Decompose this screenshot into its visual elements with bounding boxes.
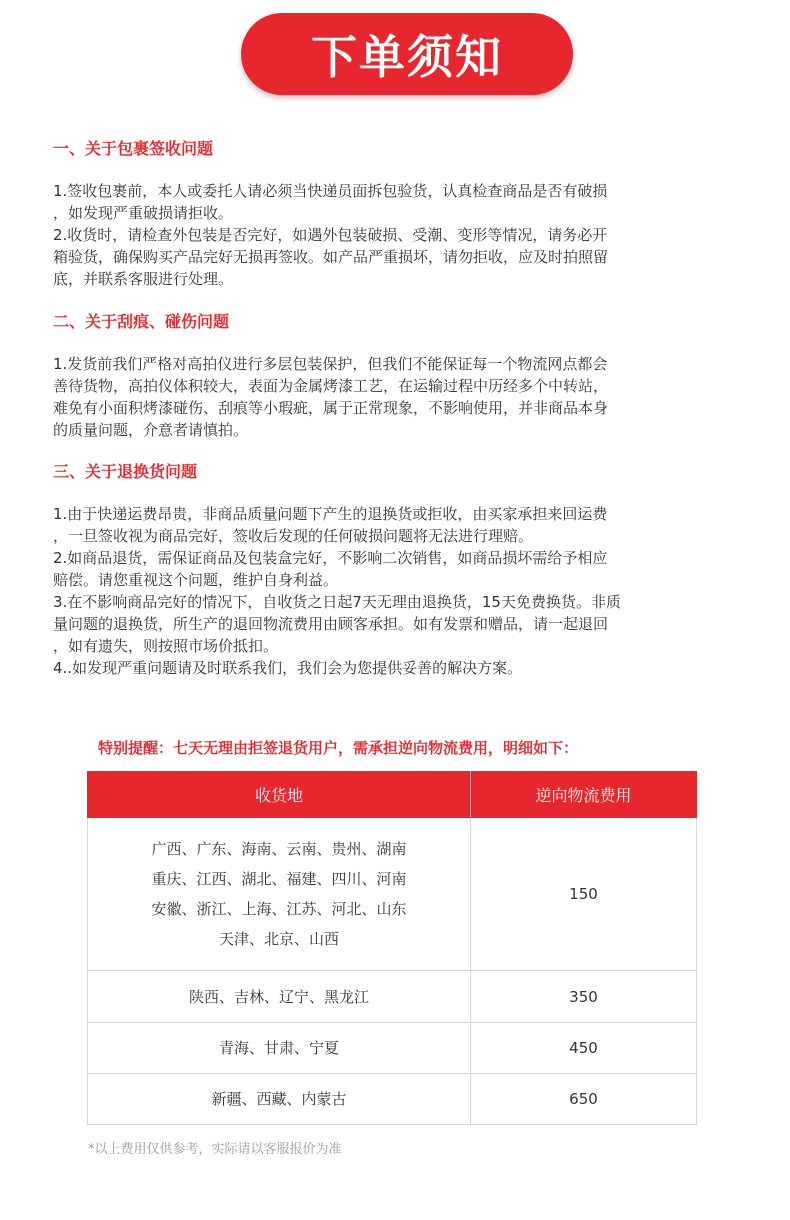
table-row	[88, 1074, 697, 1125]
header-fee: 逆向物流费用	[471, 772, 697, 818]
regions-cell: 新疆、西藏、内蒙古	[88, 1074, 471, 1125]
regions-cell: 广西、广东、海南、云南、贵州、湖南 重庆、江西、湖北、福建、四川、河南 安徽、浙江、上海、江苏、河北、山东 天津、北京、山西	[88, 818, 471, 971]
table-header-row	[88, 772, 697, 818]
section-heading: 二、关于刮痕、碰伤问题	[53, 312, 230, 331]
section-body: 1.发货前我们严格对高拍仪进行多层包装保护，但我们不能保证每一个物流网点都会 善待货物，高拍仪体积较大，表面为金属烤漆工艺，在运输过程中历经多个中转站， 难免有小面积烤漆碰伤、刮痕等小瑕疵，属于正常现象，不影响使用，并非商品本身 的质量问题，介意者请慎拍。	[53, 355, 609, 439]
section-body: 1.由于快递运费昂贵，非商品质量问题下产生的退换货或拒收，由买家承担来回运费 ，一旦签收视为商品完好，签收后发现的任何破损问题将无法进行理赔。 2.如商品退货，需保证商品及包装盒完好，不影响二次销售，如商品损坏需给予相应 赔偿。请您重视这个问题，维护自身利益。 3.在不影响商品完好的情况下，自收货之日起7天无理由退换货，15天免费换货。非质 量问题的退换货，所生产的退回物流费用由顾客承担。如有发票和赠品，请一起退回 ，如有遗失，则按照市场价抵扣。 4..如发现严重问题请及时联系我们，我们会为您提供妥善的解决方案。	[53, 505, 621, 677]
page-title: 下单须知	[311, 30, 503, 84]
table-row	[88, 971, 697, 1023]
fee-cell: 150	[471, 818, 697, 971]
section-returns	[53, 461, 733, 679]
section-scratches	[53, 311, 733, 441]
table-row	[88, 818, 697, 971]
return-fee-table	[87, 771, 697, 1125]
title-banner	[241, 13, 573, 95]
fee-cell: 650	[471, 1074, 697, 1125]
regions-cell: 陕西、吉林、辽宁、黑龙江	[88, 971, 471, 1023]
header-destination: 收货地	[88, 772, 471, 818]
fee-cell: 350	[471, 971, 697, 1023]
special-notice: 特别提醒：七天无理由拒签退货用户，需承担逆向物流费用，明细如下：	[98, 739, 579, 757]
section-body: 1.签收包裹前，本人或委托人请必须当快递员面拆包验货，认真检查商品是否有破损 ，如发现严重破损请拒收。 2.收货时，请检查外包装是否完好，如遇外包装破损、受潮、变形等情况，请务必开 箱验货，确保购买产品完好无损再签收。如产品严重损坏，请勿拒收，应及时拍照留 底，并联系客服进行处理。	[53, 182, 609, 288]
section-heading: 三、关于退换货问题	[53, 462, 198, 481]
regions-cell: 青海、甘肃、宁夏	[88, 1023, 471, 1074]
table-row	[88, 1023, 697, 1074]
fee-cell: 450	[471, 1023, 697, 1074]
section-heading: 一、关于包裹签收问题	[53, 139, 214, 158]
section-package-receipt	[53, 138, 733, 290]
footnote: *以上费用仅供参考，实际请以客服报价为准	[88, 1142, 342, 1157]
